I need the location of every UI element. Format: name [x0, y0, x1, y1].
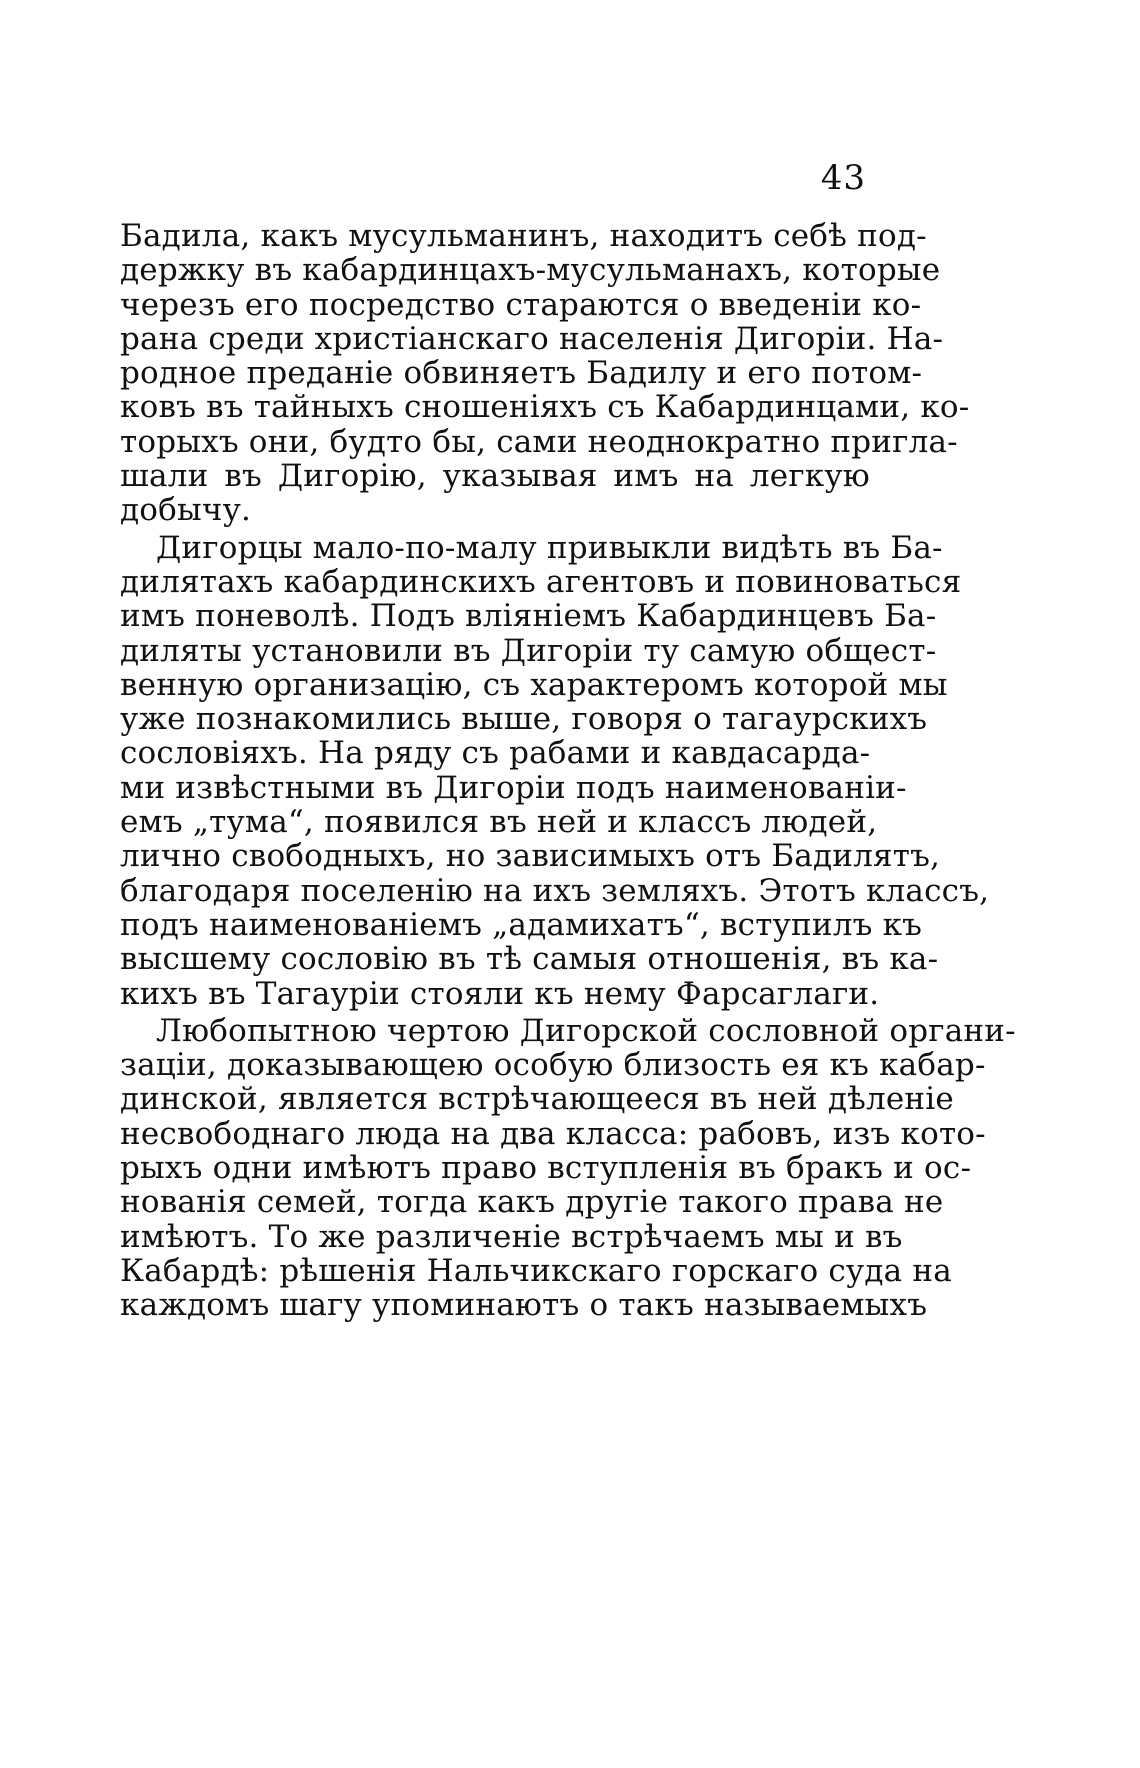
text-line: каждомъ шагу упоминаютъ о такъ называемыхъ	[120, 1287, 928, 1324]
text-line: рыхъ одни имѣютъ право вступленія въ бракъ и ос-	[120, 1150, 972, 1187]
text-line: имѣютъ. То же различеніе встрѣчаемъ мы и въ	[120, 1218, 903, 1255]
text-line: ми извѣстными въ Дигоріи подъ наименованіи-	[120, 769, 907, 806]
text-line: емъ „тума“, появился въ ней и классъ людей,	[120, 804, 878, 841]
text-line: черезъ его посредство стараются о введеніи ко-	[120, 286, 922, 323]
text-line: ковъ въ тайныхъ сношеніяхъ съ Кабардинцами, ко-	[120, 389, 970, 426]
text-line: несвободнаго люда на два класса: рабовъ, изъ кото-	[120, 1115, 986, 1152]
text-line: высшему сословію въ тѣ самыя отношенія, въ ка-	[120, 941, 939, 978]
text-line: торыхъ они, будто бы, сами неоднократно пригла-	[120, 423, 958, 460]
text-line: подъ наименованіемъ „адамихатъ“, вступилъ къ	[120, 906, 923, 943]
text-line: сословіяхъ. На ряду съ рабами и кавдасарда-	[120, 735, 871, 772]
paragraph-3	[120, 1012, 1016, 1324]
text-line: динской, является встрѣчающееся въ ней дѣленіе	[120, 1081, 954, 1118]
paragraph-1	[120, 218, 970, 529]
page-number: 43	[820, 158, 866, 198]
text-line: благодаря поселенію на ихъ земляхъ. Этотъ классъ,	[120, 872, 990, 909]
text-line: дилятахъ кабардинскихъ агентовъ и повиноваться	[120, 563, 962, 600]
paragraph-2	[120, 529, 990, 1012]
text-line: держку въ кабардинцахъ-мусульманахъ, которые	[120, 252, 941, 289]
text-line: нованія семей, тогда какъ другіе такого права не	[120, 1184, 944, 1221]
text-line: рана среди христіанскаго населенія Дигоріи. На-	[120, 320, 944, 357]
text-line: венную организацію, съ характеромъ которой мы	[120, 666, 948, 703]
text-line: Любопытною чертою Дигорской сословной органи-	[156, 1012, 1016, 1049]
text-line: Бадила, какъ мусульманинъ, находитъ себѣ под-	[120, 218, 927, 254]
text-line: Кабардѣ: рѣшенія Нальчикскаго горскаго суда на	[120, 1252, 952, 1289]
text-line: добычу.	[120, 492, 252, 529]
body-text	[120, 218, 1016, 1324]
text-line: Дигорцы мало-по-малу привыкли видѣть въ Ба-	[156, 529, 943, 566]
text-line: кихъ въ Тагауріи стояли къ нему Фарсаглаги.	[120, 975, 880, 1012]
text-line: родное преданіе обвиняетъ Бадилу и его потом-	[120, 355, 923, 392]
text-line: шали въ Дигорію, указывая имъ на легкую	[120, 458, 870, 495]
text-line: лично свободныхъ, но зависимыхъ отъ Бадилятъ,	[120, 838, 941, 875]
text-line: заціи, доказывающею особую близость ея къ кабар-	[120, 1047, 986, 1084]
text-line: уже познакомились выше, говоря о тагаурскихъ	[120, 701, 928, 738]
text-line: имъ поневолѣ. Подъ вліяніемъ Кабардинцевъ Ба-	[120, 598, 937, 635]
text-line: диляты установили въ Дигоріи ту самую общест-	[120, 632, 937, 669]
